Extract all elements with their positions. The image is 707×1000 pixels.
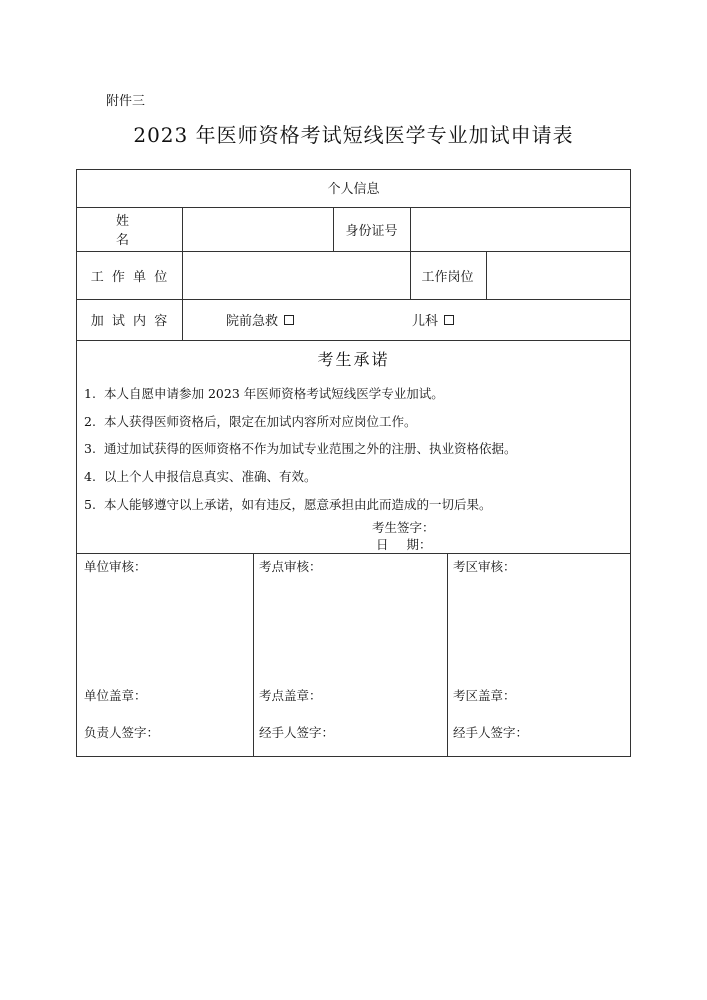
unit-review-label: 单位审核： (84, 559, 147, 574)
pledge-item-number: 5. (84, 497, 96, 512)
id-number-field[interactable] (410, 207, 630, 251)
unit-manager-sign-label: 负责人签字： (84, 725, 160, 740)
employer-label (76, 251, 182, 299)
pledge-item-text: 本人获得医师资格后，限定在加试内容所对应岗位工作。 (104, 414, 417, 429)
pledge-title-text: 考生承诺 (317, 349, 390, 369)
site-review-label: 考点审核： (259, 559, 322, 574)
region-seal-label: 考区盖章： (453, 688, 516, 703)
site-handler-sign-label: 经手人签字： (259, 725, 335, 740)
pledge-item-number: 2. (84, 414, 96, 429)
pledge-item (84, 495, 492, 513)
pledge-title (76, 344, 631, 372)
position-label-text: 工作岗位 (421, 269, 474, 285)
region-review-label: 考区审核： (453, 559, 516, 574)
exam-content-label (76, 299, 182, 340)
prehospital-checkbox[interactable] (284, 315, 294, 325)
col-divider (447, 553, 448, 757)
pledge-item (84, 384, 444, 402)
page-title: 2023 年医师资格考试短线医学专业加试申请表 (133, 123, 574, 147)
id-number-label (333, 207, 410, 251)
employer-field[interactable] (183, 251, 409, 299)
unit-seal-label: 单位盖章： (84, 688, 147, 703)
row-divider (77, 340, 630, 341)
col-divider (253, 553, 254, 757)
exam-content-label-text: 加 试 内 容 (90, 314, 168, 329)
personal-info-title: 个人信息 (327, 182, 380, 197)
candidate-signature-label: 考生签字： (372, 520, 435, 535)
pledge-item (84, 439, 517, 457)
id-number-label-text: 身份证号 (345, 223, 398, 239)
employer-label-text: 工 作 单 位 (90, 269, 168, 285)
name-label-text: 姓 名 (116, 214, 170, 248)
pledge-item-text: 本人能够遵守以上承诺，如有违反，愿意承担由此而造成的一切后果。 (104, 497, 492, 512)
pledge-item-text: 通过加试获得的医师资格不作为加试专业范围之外的注册、执业资格依据。 (104, 441, 517, 456)
date-label: 日 期： (376, 537, 432, 552)
pledge-item-text: 以上个人申报信息真实、准确、有效。 (104, 469, 317, 484)
position-field[interactable] (486, 251, 630, 299)
option-prehospital[interactable] (226, 299, 294, 340)
pledge-item-number: 3. (84, 441, 96, 456)
option-pediatrics[interactable] (412, 299, 454, 340)
pledge-item (84, 412, 417, 430)
pediatrics-checkbox[interactable] (444, 315, 454, 325)
option-prehospital-label: 院前急救 (226, 314, 279, 329)
row-divider (77, 553, 630, 554)
option-pediatrics-label: 儿科 (412, 314, 439, 329)
attachment-label: 附件三 (106, 94, 146, 109)
personal-info-header (76, 169, 631, 206)
pledge-item-text: 本人自愿申请参加 2023 年医师资格考试短线医学专业加试。 (104, 386, 444, 401)
region-handler-sign-label: 经手人签字： (453, 725, 529, 740)
name-label (76, 207, 182, 251)
pledge-item (84, 467, 317, 485)
name-field[interactable] (183, 207, 333, 251)
pledge-item-number: 1. (84, 386, 96, 401)
pledge-item-number: 4. (84, 469, 96, 484)
position-label (409, 251, 486, 299)
site-seal-label: 考点盖章： (259, 688, 322, 703)
